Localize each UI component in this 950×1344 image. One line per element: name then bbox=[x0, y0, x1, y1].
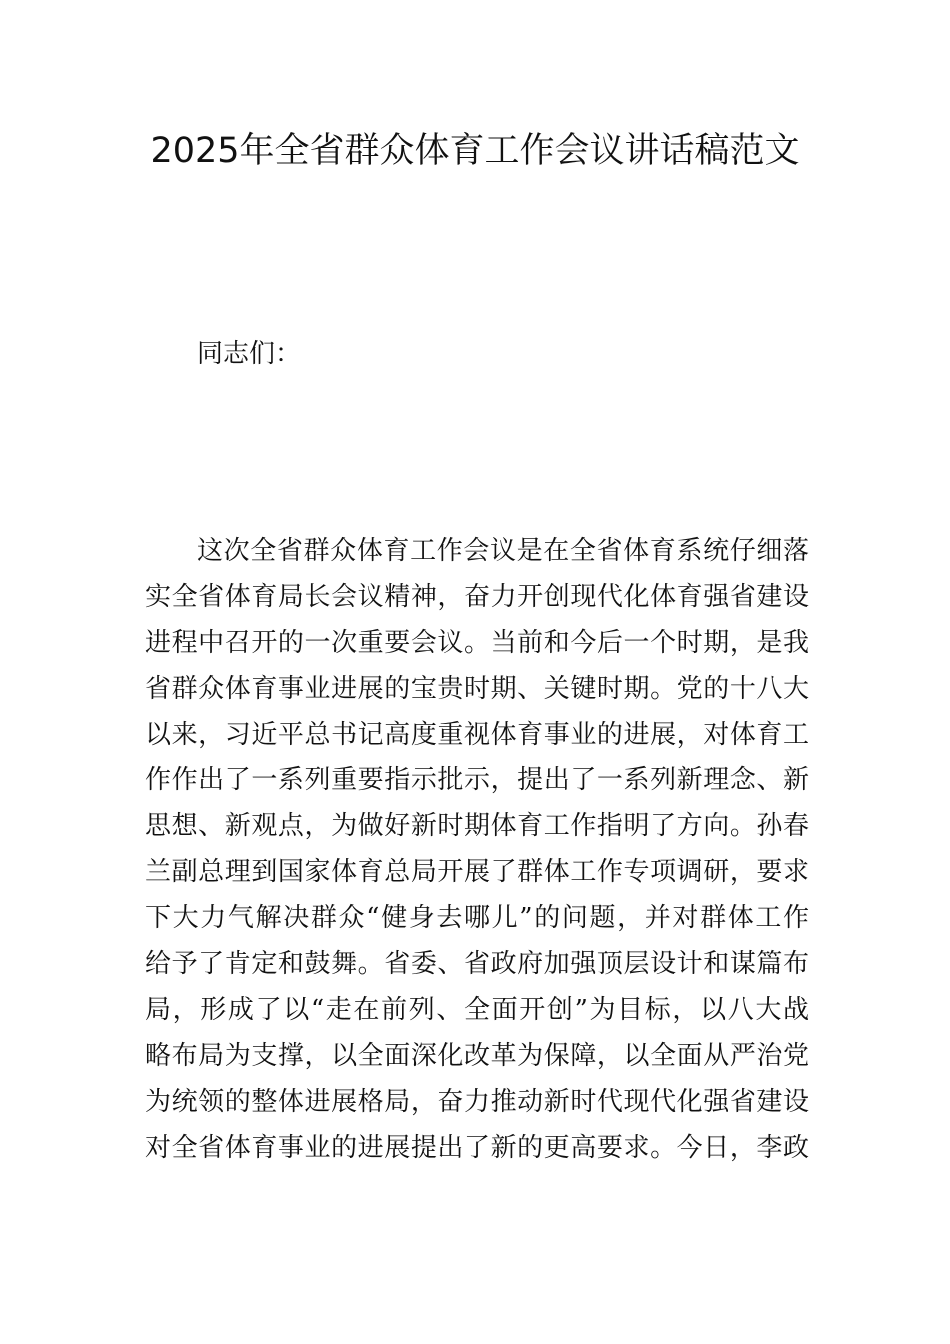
paragraph-line: 思想、新观点，为做好新时期体育工作指明了方向。孙春 bbox=[145, 811, 809, 842]
body-paragraph bbox=[145, 529, 809, 1171]
paragraph-line: 为统领的整体进展格局，奋力推动新时代现代化强省建设 bbox=[145, 1086, 809, 1117]
paragraph-line: 下大力气解决群众“健身去哪儿”的问题，并对群体工作 bbox=[145, 903, 809, 934]
paragraph-line: 省群众体育事业进展的宝贵时期、关键时期。党的十八大 bbox=[145, 673, 809, 704]
paragraph-line: 作作出了一系列重要指示批示，提出了一系列新理念、新 bbox=[145, 765, 809, 796]
paragraph-line: 进程中召开的一次重要会议。当前和今后一个时期，是我 bbox=[145, 627, 809, 658]
paragraph-line: 这次全省群众体育工作会议是在全省体育系统仔细落 bbox=[197, 536, 809, 566]
paragraph-line: 对全省体育事业的进展提出了新的更高要求。今日，李政 bbox=[145, 1132, 809, 1163]
paragraph-line: 实全省体育局长会议精神，奋力开创现代化体育强省建设 bbox=[145, 581, 809, 612]
paragraph-line: 略布局为支撑，以全面深化改革为保障，以全面从严治党 bbox=[145, 1040, 809, 1071]
paragraph-line: 以来，习近平总书记高度重视体育事业的进展，对体育工 bbox=[145, 719, 809, 750]
paragraph-line: 局，形成了以“走在前列、全面开创”为目标，以八大战 bbox=[145, 994, 809, 1025]
paragraph-line: 给予了肯定和鼓舞。省委、省政府加强顶层设计和谋篇布 bbox=[145, 949, 809, 980]
paragraph-line: 兰副总理到国家体育总局开展了群体工作专项调研，要求 bbox=[145, 857, 809, 888]
salutation: 同志们： bbox=[197, 339, 302, 369]
document-title: 2025年全省群众体育工作会议讲话稿范文 bbox=[150, 131, 800, 171]
